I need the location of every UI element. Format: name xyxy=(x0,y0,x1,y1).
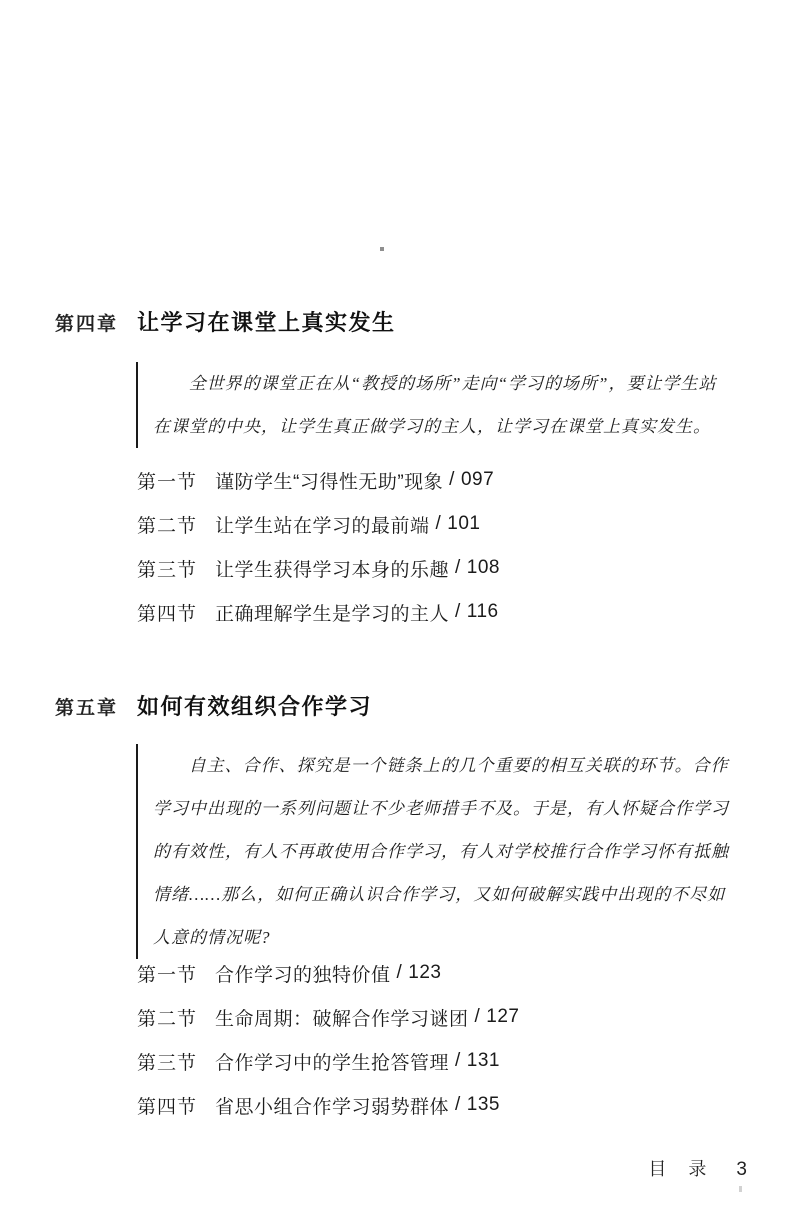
toc-entry xyxy=(137,590,500,634)
section-title: 让学生获得学习本身的乐趣 xyxy=(215,559,450,581)
page-number: 127 xyxy=(486,1006,520,1027)
section-label: 第一节 xyxy=(137,964,198,986)
toc-entry xyxy=(137,1083,520,1127)
section-label: 第四节 xyxy=(137,603,198,625)
section-title: 合作学习的独特价值 xyxy=(215,964,391,986)
section-title: 让学生站在学习的最前端 xyxy=(215,515,430,537)
chapter-number: 第五章 xyxy=(55,698,119,719)
page-number: 135 xyxy=(466,1094,500,1115)
quote-line: 的有效性，有人不再敢使用合作学习，有人对学校推行合作学习怀有抵触 xyxy=(153,842,729,861)
toc-entry xyxy=(137,502,500,546)
section-title: 正确理解学生是学习的主人 xyxy=(215,603,450,625)
page-number: 116 xyxy=(466,601,499,622)
quote-line: 全世界的课堂正在从“教授的场所”走向“学习的场所”，要让学生站 xyxy=(188,374,717,393)
quote-line: 学习中出现的一系列问题让不少老师措手不及。于是，有人怀疑合作学习 xyxy=(153,799,729,818)
chapter-4-heading xyxy=(55,306,396,337)
toc-entry xyxy=(137,1039,520,1083)
section-title: 合作学习中的学生抢答管理 xyxy=(215,1052,450,1074)
section-label: 第三节 xyxy=(137,1052,198,1074)
footer-page-number: 3 xyxy=(736,1159,747,1180)
chapter-5-intro-quote xyxy=(136,744,753,959)
page-separator: / xyxy=(474,1006,481,1027)
quote-line: 情绪……那么，如何正确认识合作学习，又如何破解实践中出现的不尽如 xyxy=(153,885,726,904)
page-separator: / xyxy=(455,557,461,578)
page-separator: / xyxy=(455,601,461,622)
page-number: 108 xyxy=(466,557,500,578)
page-number: 101 xyxy=(447,513,481,534)
page-footer xyxy=(648,1155,747,1181)
section-title: 谨防学生“习得性无助”现象 xyxy=(215,471,444,493)
toc-entry xyxy=(137,458,500,502)
scan-speck xyxy=(739,1186,742,1192)
quote-line: 人意的情况呢? xyxy=(153,928,271,947)
scan-speck-dot xyxy=(380,247,384,251)
page-separator: / xyxy=(396,962,403,983)
chapter-4-section-list xyxy=(137,458,500,634)
quote-line: 在课堂的中央，让学生真正做学习的主人，让学习在课堂上真实发生。 xyxy=(153,417,711,436)
section-label: 第四节 xyxy=(137,1096,198,1118)
page-number: 131 xyxy=(466,1050,500,1071)
page-separator: / xyxy=(455,1050,461,1071)
page-number: 123 xyxy=(408,962,442,983)
quote-line: 自主、合作、探究是一个链条上的几个重要的相互关联的环节。合作 xyxy=(188,756,729,775)
section-label: 第一节 xyxy=(137,471,198,493)
footer-title: 目 录 xyxy=(648,1159,709,1179)
section-label: 第二节 xyxy=(137,515,198,537)
toc-entry xyxy=(137,951,520,995)
page-separator: / xyxy=(435,513,442,534)
page-separator: / xyxy=(455,1094,461,1115)
page-number: 097 xyxy=(460,469,495,490)
chapter-title: 让学习在课堂上真实发生 xyxy=(137,310,396,335)
page-separator: / xyxy=(449,469,455,490)
chapter-title: 如何有效组织合作学习 xyxy=(137,694,373,719)
chapter-number: 第四章 xyxy=(55,314,119,335)
chapter-5-section-list xyxy=(137,951,520,1127)
section-title: 生命周期：破解合作学习谜团 xyxy=(215,1008,469,1030)
section-label: 第三节 xyxy=(137,559,198,581)
section-title: 省思小组合作学习弱势群体 xyxy=(215,1096,450,1118)
section-label: 第二节 xyxy=(137,1008,198,1030)
toc-entry xyxy=(137,546,500,590)
chapter-4-intro-quote xyxy=(136,362,753,448)
toc-entry xyxy=(137,995,520,1039)
chapter-5-heading xyxy=(55,690,372,721)
